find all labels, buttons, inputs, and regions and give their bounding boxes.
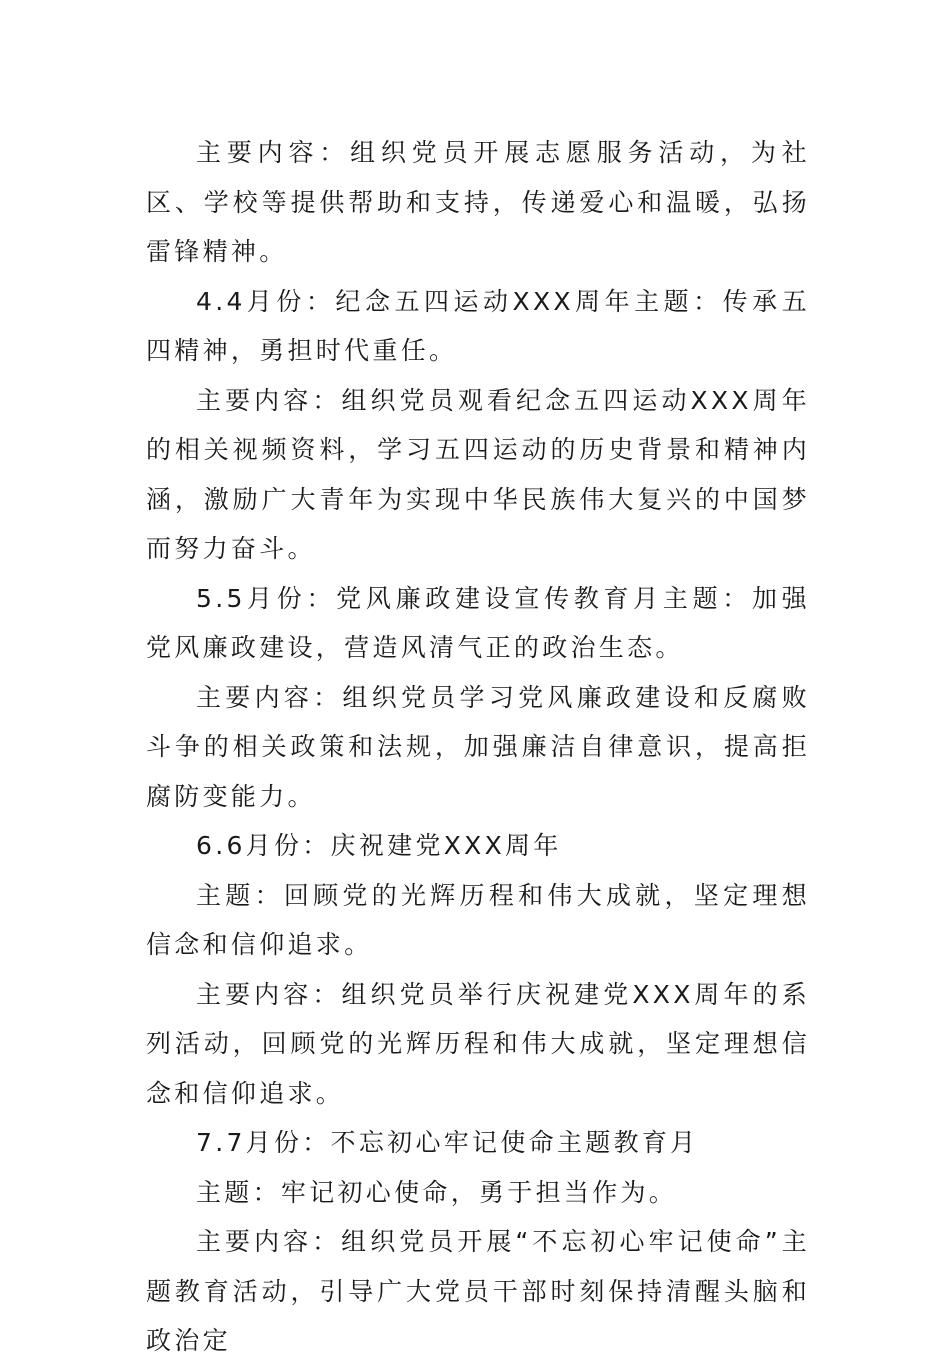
paragraph-july-heading: 7.7月份：不忘初心牢记使命主题教育月 bbox=[196, 1128, 699, 1157]
paragraph-july-content: 主要内容：组织党员开展“不忘初心牢记使命”主题教育活动，引导广大党员干部时刻保持清醒头脑和政治定 bbox=[146, 1227, 810, 1355]
document-body bbox=[146, 128, 810, 1366]
paragraph-volunteer-content: 主要内容：组织党员开展志愿服务活动，为社区、学校等提供帮助和支持，传递爱心和温暖，弘扬雷锋精神。 bbox=[146, 138, 810, 266]
paragraph-june-theme: 主题：回顾党的光辉历程和伟大成就，坚定理想信念和信仰追求。 bbox=[146, 880, 810, 959]
paragraph-april-heading: 4.4月份：纪念五四运动XXX周年主题：传承五四精神，勇担时代重任。 bbox=[146, 286, 810, 365]
paragraph-july-theme: 主题：牢记初心使命，勇于担当作为。 bbox=[196, 1177, 678, 1207]
paragraph-may-content: 主要内容：组织党员学习党风廉政建设和反腐败斗争的相关政策和法规，加强廉洁自律意识，提高拒腐防变能力。 bbox=[146, 682, 810, 811]
paragraph-april-content: 主要内容：组织党员观看纪念五四运动XXX周年的相关视频资料，学习五四运动的历史背景和精神内涵，激励广大青年为实现中华民族伟大复兴的中国梦而努力奋斗。 bbox=[146, 385, 810, 563]
paragraph-june-heading: 6.6月份：庆祝建党XXX周年 bbox=[196, 831, 562, 860]
paragraph-may-heading: 5.5月份：党风廉政建设宣传教育月主题：加强党风廉政建设，营造风清气正的政治生态。 bbox=[146, 583, 810, 662]
paragraph-june-content: 主要内容：组织党员举行庆祝建党XXX周年的系列活动，回顾党的光辉历程和伟大成就，坚定理想信念和信仰追求。 bbox=[146, 979, 810, 1108]
